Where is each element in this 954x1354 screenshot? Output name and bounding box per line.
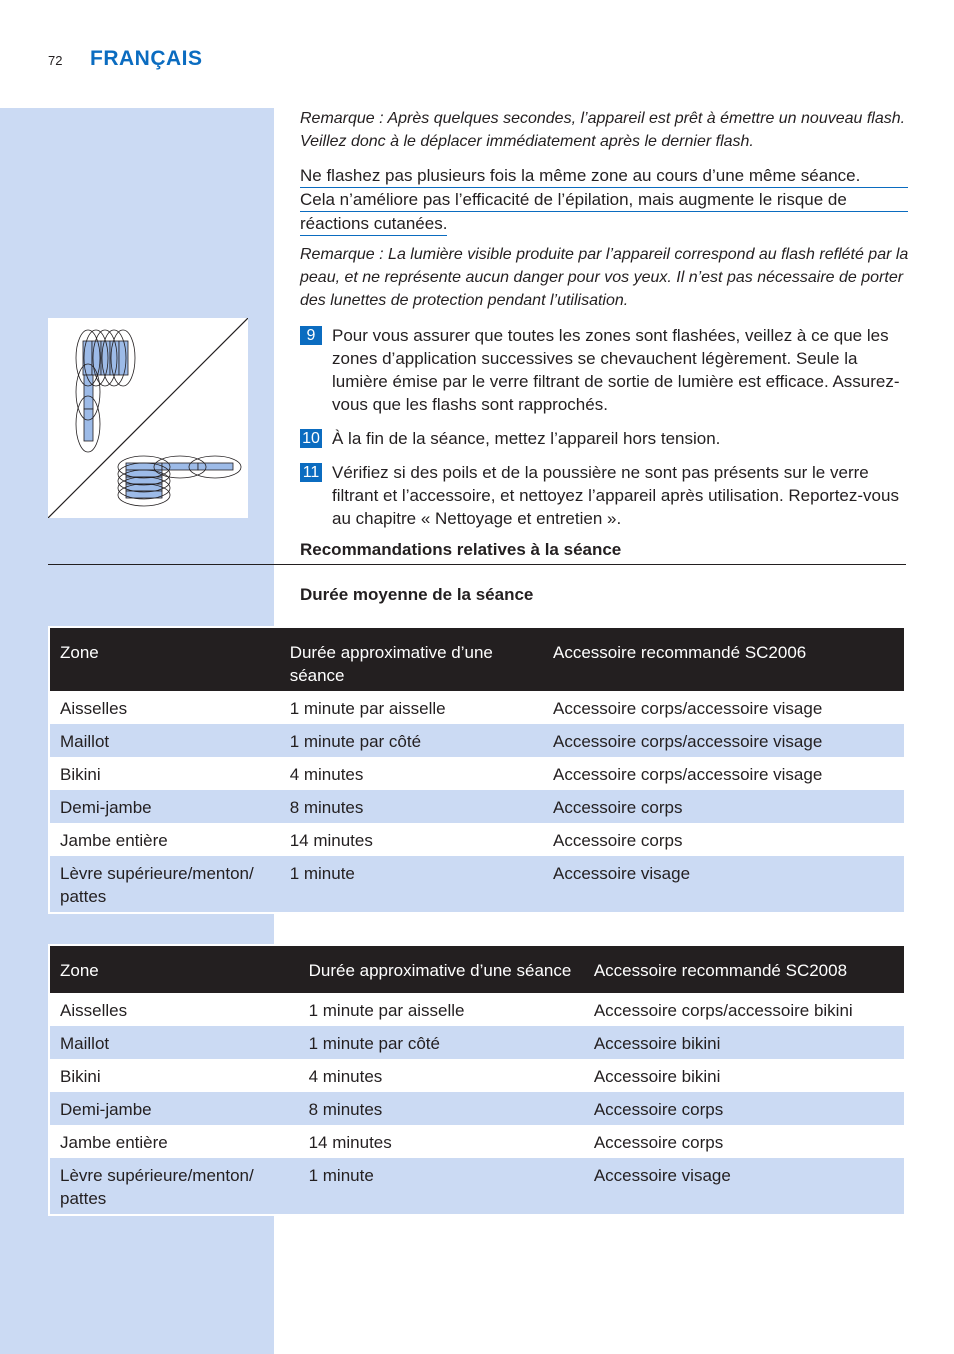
session-table-sc2006 bbox=[48, 626, 906, 914]
table-row bbox=[49, 1092, 905, 1125]
divider bbox=[48, 564, 906, 565]
table-cell: Accessoire corps/accessoire visage bbox=[543, 724, 905, 757]
table-cell: Accessoire bikini bbox=[584, 1059, 905, 1092]
table-cell: 4 minutes bbox=[280, 757, 543, 790]
table-row bbox=[49, 1125, 905, 1158]
column-header: Accessoire recommandé SC2008 bbox=[584, 945, 905, 993]
table-cell: Maillot bbox=[49, 724, 280, 757]
table-cell: Accessoire corps bbox=[543, 823, 905, 856]
table-cell: Lèvre supérieure/menton/ pattes bbox=[49, 1158, 299, 1215]
page-number: 72 bbox=[48, 53, 63, 68]
column-header: Zone bbox=[49, 627, 280, 691]
table-cell: Demi-jambe bbox=[49, 1092, 299, 1125]
table-cell: 8 minutes bbox=[280, 790, 543, 823]
note-visible-light: Remarque : La lumière visible produite par l’appareil correspond au flash reflété par la peau, et ne représente aucun danger pour vos yeux. Il n’est pas nécessaire de porter des lunettes de protection pendant l’utilisation. bbox=[300, 246, 909, 309]
warning-line: Ne flashez pas plusieurs fois la même zone au cours d’une même séance. bbox=[300, 164, 908, 188]
table-row bbox=[49, 790, 905, 823]
table-row bbox=[49, 1059, 905, 1092]
language-title: FRANÇAIS bbox=[90, 47, 203, 70]
table-row bbox=[49, 1158, 905, 1215]
table-cell: Aisselles bbox=[49, 993, 299, 1026]
table-cell: 1 minute par côté bbox=[299, 1026, 584, 1059]
table-cell: Demi-jambe bbox=[49, 790, 280, 823]
table-cell: 1 minute par aisselle bbox=[299, 993, 584, 1026]
table-cell: Accessoire corps bbox=[584, 1092, 905, 1125]
column-header: Accessoire recommandé SC2006 bbox=[543, 627, 905, 691]
table-cell: 4 minutes bbox=[299, 1059, 584, 1092]
table-cell: Accessoire bikini bbox=[584, 1026, 905, 1059]
table-cell: 1 minute par aisselle bbox=[280, 691, 543, 724]
table-cell: Accessoire corps/accessoire visage bbox=[543, 757, 905, 790]
table-row bbox=[49, 1026, 905, 1059]
column-header: Durée approximative d’une séance bbox=[280, 627, 543, 691]
step-text: Vérifiez si des poils et de la poussière ne sont pas présents sur le verre filtrant et l’accessoire, et nettoyez l’appareil après utilisation. Reportez-vous au chapitre « Nettoyage et entretien ». bbox=[332, 463, 899, 528]
step-number: 9 bbox=[300, 326, 322, 345]
section-heading: Recommandations relatives à la séance bbox=[300, 540, 622, 559]
table-row bbox=[49, 724, 905, 757]
session-table-sc2008 bbox=[48, 944, 906, 1216]
table-cell: Bikini bbox=[49, 1059, 299, 1092]
table-row bbox=[49, 757, 905, 790]
step-item bbox=[300, 427, 910, 450]
warning-line: Cela n’améliore pas l’efficacité de l’épilation, mais augmente le risque de bbox=[300, 188, 908, 212]
warning-block bbox=[300, 164, 908, 236]
table-cell: Accessoire corps bbox=[584, 1125, 905, 1158]
sub-heading: Durée moyenne de la séance bbox=[300, 585, 534, 604]
table-cell: 1 minute bbox=[280, 856, 543, 913]
step-item bbox=[300, 461, 910, 530]
step-number: 10 bbox=[300, 429, 322, 448]
table-header-row bbox=[49, 945, 905, 993]
table-cell: Accessoire visage bbox=[584, 1158, 905, 1215]
table-row bbox=[49, 993, 905, 1026]
step-number: 11 bbox=[300, 463, 322, 482]
overlapping-flash-zones-illustration bbox=[48, 318, 248, 518]
table-cell: 8 minutes bbox=[299, 1092, 584, 1125]
table-cell: Bikini bbox=[49, 757, 280, 790]
table-cell: Accessoire corps/accessoire bikini bbox=[584, 993, 905, 1026]
table-cell: Accessoire visage bbox=[543, 856, 905, 913]
table-cell: Aisselles bbox=[49, 691, 280, 724]
table-cell: Jambe entière bbox=[49, 1125, 299, 1158]
step-text: À la fin de la séance, mettez l’appareil hors tension. bbox=[332, 429, 721, 448]
column-header: Zone bbox=[49, 945, 299, 993]
note-flash-ready: Remarque : Après quelques secondes, l’appareil est prêt à émettre un nouveau flash. Veillez donc à le déplacer immédiatement après le dernier flash. bbox=[300, 110, 906, 150]
steps-list bbox=[300, 324, 910, 541]
table-cell: Jambe entière bbox=[49, 823, 280, 856]
step-item bbox=[300, 324, 910, 416]
table-cell: Maillot bbox=[49, 1026, 299, 1059]
table-cell: 1 minute bbox=[299, 1158, 584, 1215]
table-cell: Accessoire corps/accessoire visage bbox=[543, 691, 905, 724]
table-row bbox=[49, 691, 905, 724]
table-header-row bbox=[49, 627, 905, 691]
table-cell: 14 minutes bbox=[299, 1125, 584, 1158]
table-cell: 1 minute par côté bbox=[280, 724, 543, 757]
table-row bbox=[49, 856, 905, 913]
table-cell: Accessoire corps bbox=[543, 790, 905, 823]
warning-line: réactions cutanées. bbox=[300, 212, 447, 236]
table-row bbox=[49, 823, 905, 856]
column-header: Durée approximative d’une séance bbox=[299, 945, 584, 993]
table-cell: Lèvre supérieure/menton/ pattes bbox=[49, 856, 280, 913]
step-text: Pour vous assurer que toutes les zones sont flashées, veillez à ce que les zones d’application successives se chevauchent légèrement. Seule la lumière émise par le verre filtrant de sortie de lumière est efficace. Assurez-vous que les flashs sont rapprochés. bbox=[332, 326, 900, 414]
table-cell: 14 minutes bbox=[280, 823, 543, 856]
